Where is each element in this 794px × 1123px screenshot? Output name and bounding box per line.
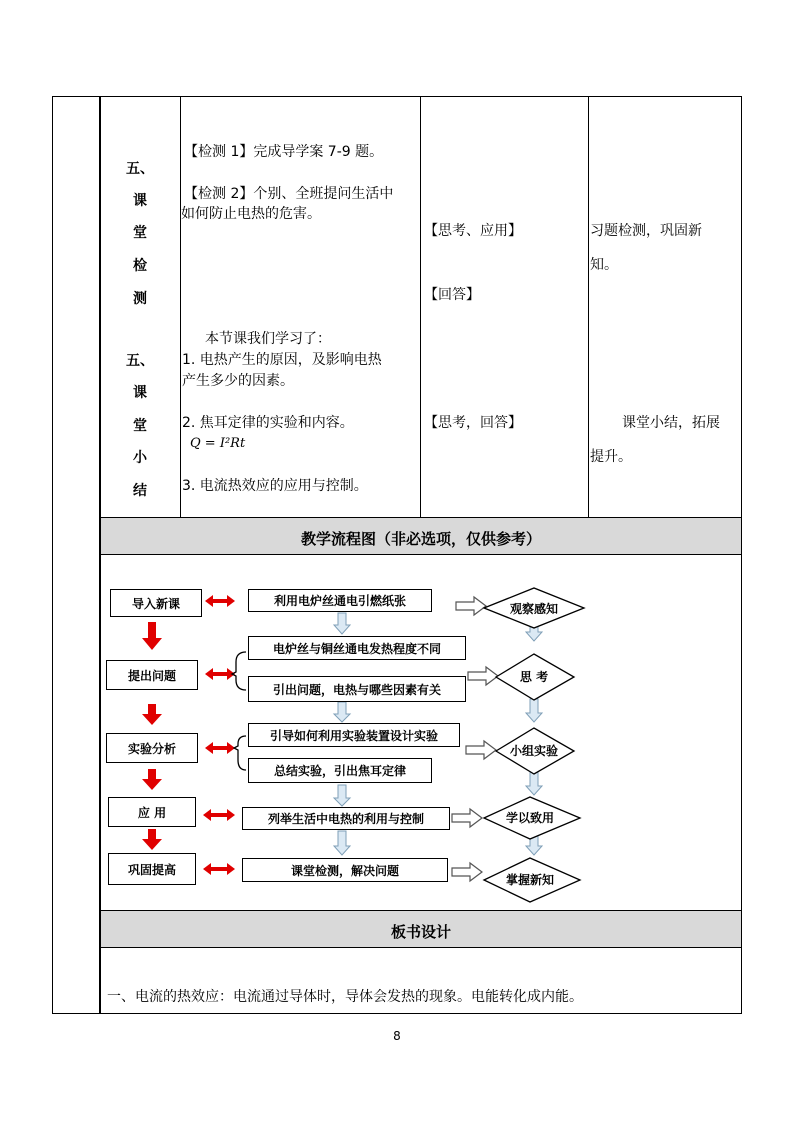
summary-label-2: 课 (133, 385, 147, 401)
flow-box-class-test: 课堂检测，解决问题 (242, 858, 448, 882)
check-intent-line-1: 习题检测，巩固新 (590, 223, 702, 239)
check-label-3: 堂 (133, 225, 147, 241)
diamond-label-apply: 学以致用 (505, 811, 554, 825)
flow-step-question: 提出问题 (106, 660, 198, 690)
diamond-label-think: 思 考 (519, 670, 549, 684)
bracket (232, 652, 246, 770)
check-content-line-3: 如何防止电热的危害。 (181, 206, 321, 222)
flow-box-design-experiment: 引导如何利用实验装置设计实验 (248, 723, 460, 747)
board-title: 板书设计 (390, 923, 451, 941)
check-label-1: 五、 (126, 161, 154, 177)
summary-content-line-6: 3. 电流热效应的应用与控制。 (182, 478, 368, 494)
check-label-5: 测 (133, 291, 147, 307)
summary-activity-1: 【思考，回答】 (424, 415, 522, 431)
page-number: 8 (393, 1029, 401, 1043)
summary-content-line-1: 本节课我们学习了： (205, 331, 331, 347)
flowchart-title: 教学流程图（非必选项，仅供参考） (300, 530, 541, 548)
flow-box-raise-question: 引出问题，电热与哪些因素有关 (248, 676, 466, 702)
diamond-label-group-experiment: 小组实验 (509, 744, 558, 758)
summary-intent-line-2: 提升。 (590, 449, 632, 465)
diamond-label-observe: 观察感知 (509, 602, 558, 616)
check-activity-2: 【回答】 (424, 287, 480, 303)
joule-law-formula: Q = I²Rt (190, 436, 246, 451)
flow-step-intro: 导入新课 (110, 589, 202, 617)
check-label-2: 课 (133, 193, 147, 209)
summary-label-5: 结 (133, 483, 147, 499)
summary-content-line-4: 2. 焦耳定律的实验和内容。 (182, 415, 354, 431)
flow-step-experiment: 实验分析 (106, 733, 198, 763)
summary-intent-line-1: 课堂小结，拓展 (622, 415, 720, 431)
summary-content-line-3: 产生多少的因素。 (182, 373, 294, 389)
diamond-label-master: 掌握新知 (505, 873, 554, 887)
board-content: 一、电流的热效应：电流通过导体时，导体会发热的现象。电能转化成内能。 (107, 989, 583, 1005)
red-double-arrow (203, 595, 235, 875)
summary-label-4: 小 (133, 450, 147, 466)
check-label-4: 检 (133, 258, 147, 274)
check-intent-line-2: 知。 (590, 257, 618, 273)
summary-label-3: 堂 (133, 418, 147, 434)
check-activity-1: 【思考、应用】 (424, 223, 522, 239)
flow-step-application: 应 用 (108, 797, 196, 827)
check-content-line-2: 【检测 2】个别、全班提问生活中 (184, 186, 394, 202)
flow-box-heating-difference: 电炉丝与铜丝通电发热程度不同 (248, 636, 466, 660)
flow-box-ignite-paper: 利用电炉丝通电引燃纸张 (248, 589, 432, 612)
summary-content-line-2: 1. 电热产生的原因，及影响电热 (182, 352, 382, 368)
flow-box-list-applications: 列举生活中电热的利用与控制 (242, 807, 450, 830)
check-content-line-1: 【检测 1】完成导学案 7-9 题。 (184, 144, 384, 160)
flow-box-joule-law: 总结实验，引出焦耳定律 (248, 758, 432, 783)
flow-step-consolidate: 巩固提高 (108, 853, 196, 885)
summary-label-1: 五、 (126, 353, 154, 369)
